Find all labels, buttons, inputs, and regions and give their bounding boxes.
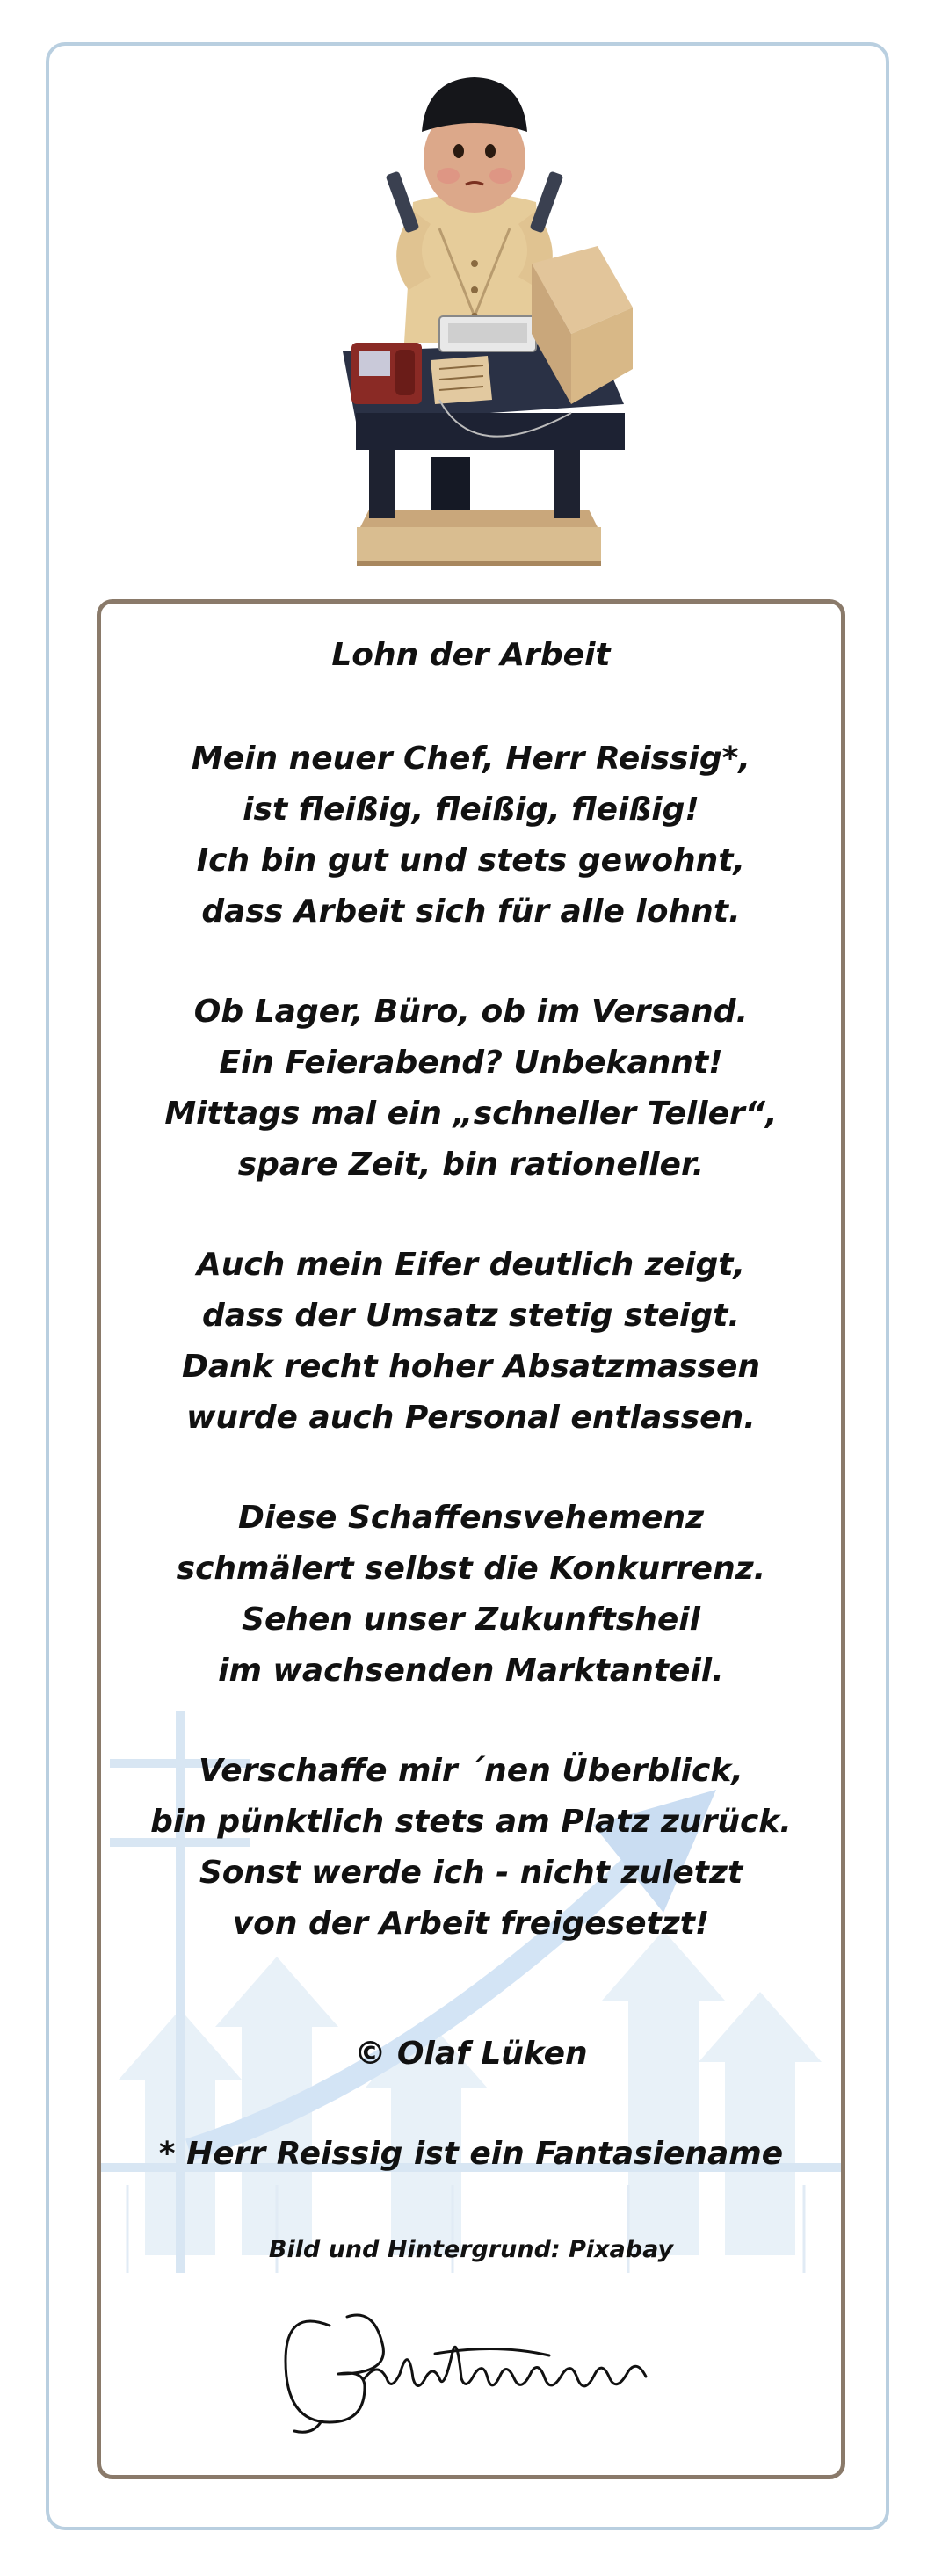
poem-line: Auch mein Eifer deutlich zeigt, — [196, 1247, 746, 1283]
poem-line: Dank recht hoher Absatzmassen — [181, 1349, 761, 1385]
copyright-line: © Olaf Lüken — [354, 2036, 588, 2072]
poem-line: spare Zeit, bin rationeller. — [237, 1147, 705, 1183]
stanza-3 — [101, 1240, 841, 1444]
poem-line: Ein Feierabend? Unbekannt! — [219, 1045, 723, 1081]
poem-line: Diese Schaffensvehemenz — [237, 1500, 705, 1536]
poem-line: dass Arbeit sich für alle lohnt. — [201, 894, 741, 930]
poem-line: von der Arbeit freigesetzt! — [232, 1906, 710, 1942]
poem-line: bin pünktlich stets am Platz zurück. — [150, 1804, 792, 1840]
image-credit: Bild und Hintergrund: Pixabay — [268, 2236, 674, 2263]
wooden-figurine-illustration — [308, 53, 641, 580]
poem-line: ist fleißig, fleißig, fleißig! — [243, 792, 699, 828]
poem-line: Verschaffe mir ´nen Überblick, — [199, 1753, 743, 1789]
poem-line: Mein neuer Chef, Herr Reissig*, — [191, 741, 751, 777]
poem-line: Ich bin gut und stets gewohnt, — [196, 843, 746, 879]
poem-line: Sonst werde ich - nicht zuletzt — [199, 1855, 743, 1891]
stanza-1 — [101, 734, 841, 937]
signature-gedichtezauber — [268, 2290, 672, 2440]
stanza-5 — [101, 1746, 841, 1950]
poem-card — [97, 599, 845, 2479]
stanza-2 — [101, 987, 841, 1190]
poem-title: Lohn der Arbeit — [331, 637, 611, 673]
poem-line: Ob Lager, Büro, ob im Versand. — [193, 994, 749, 1030]
stanza-4 — [101, 1493, 841, 1697]
footnote: * Herr Reissig ist ein Fantasiename — [158, 2136, 784, 2172]
poem-line: Sehen unser Zukunftsheil — [242, 1602, 700, 1638]
poem-line: dass der Umsatz stetig steigt. — [201, 1298, 741, 1334]
poem-line: Mittags mal ein „schneller Teller“, — [164, 1096, 778, 1132]
poem-line: im wachsenden Marktanteil. — [218, 1653, 724, 1689]
poem-line: wurde auch Personal entlassen. — [186, 1400, 756, 1436]
poem-line: schmälert selbst die Konkurrenz. — [176, 1551, 766, 1587]
